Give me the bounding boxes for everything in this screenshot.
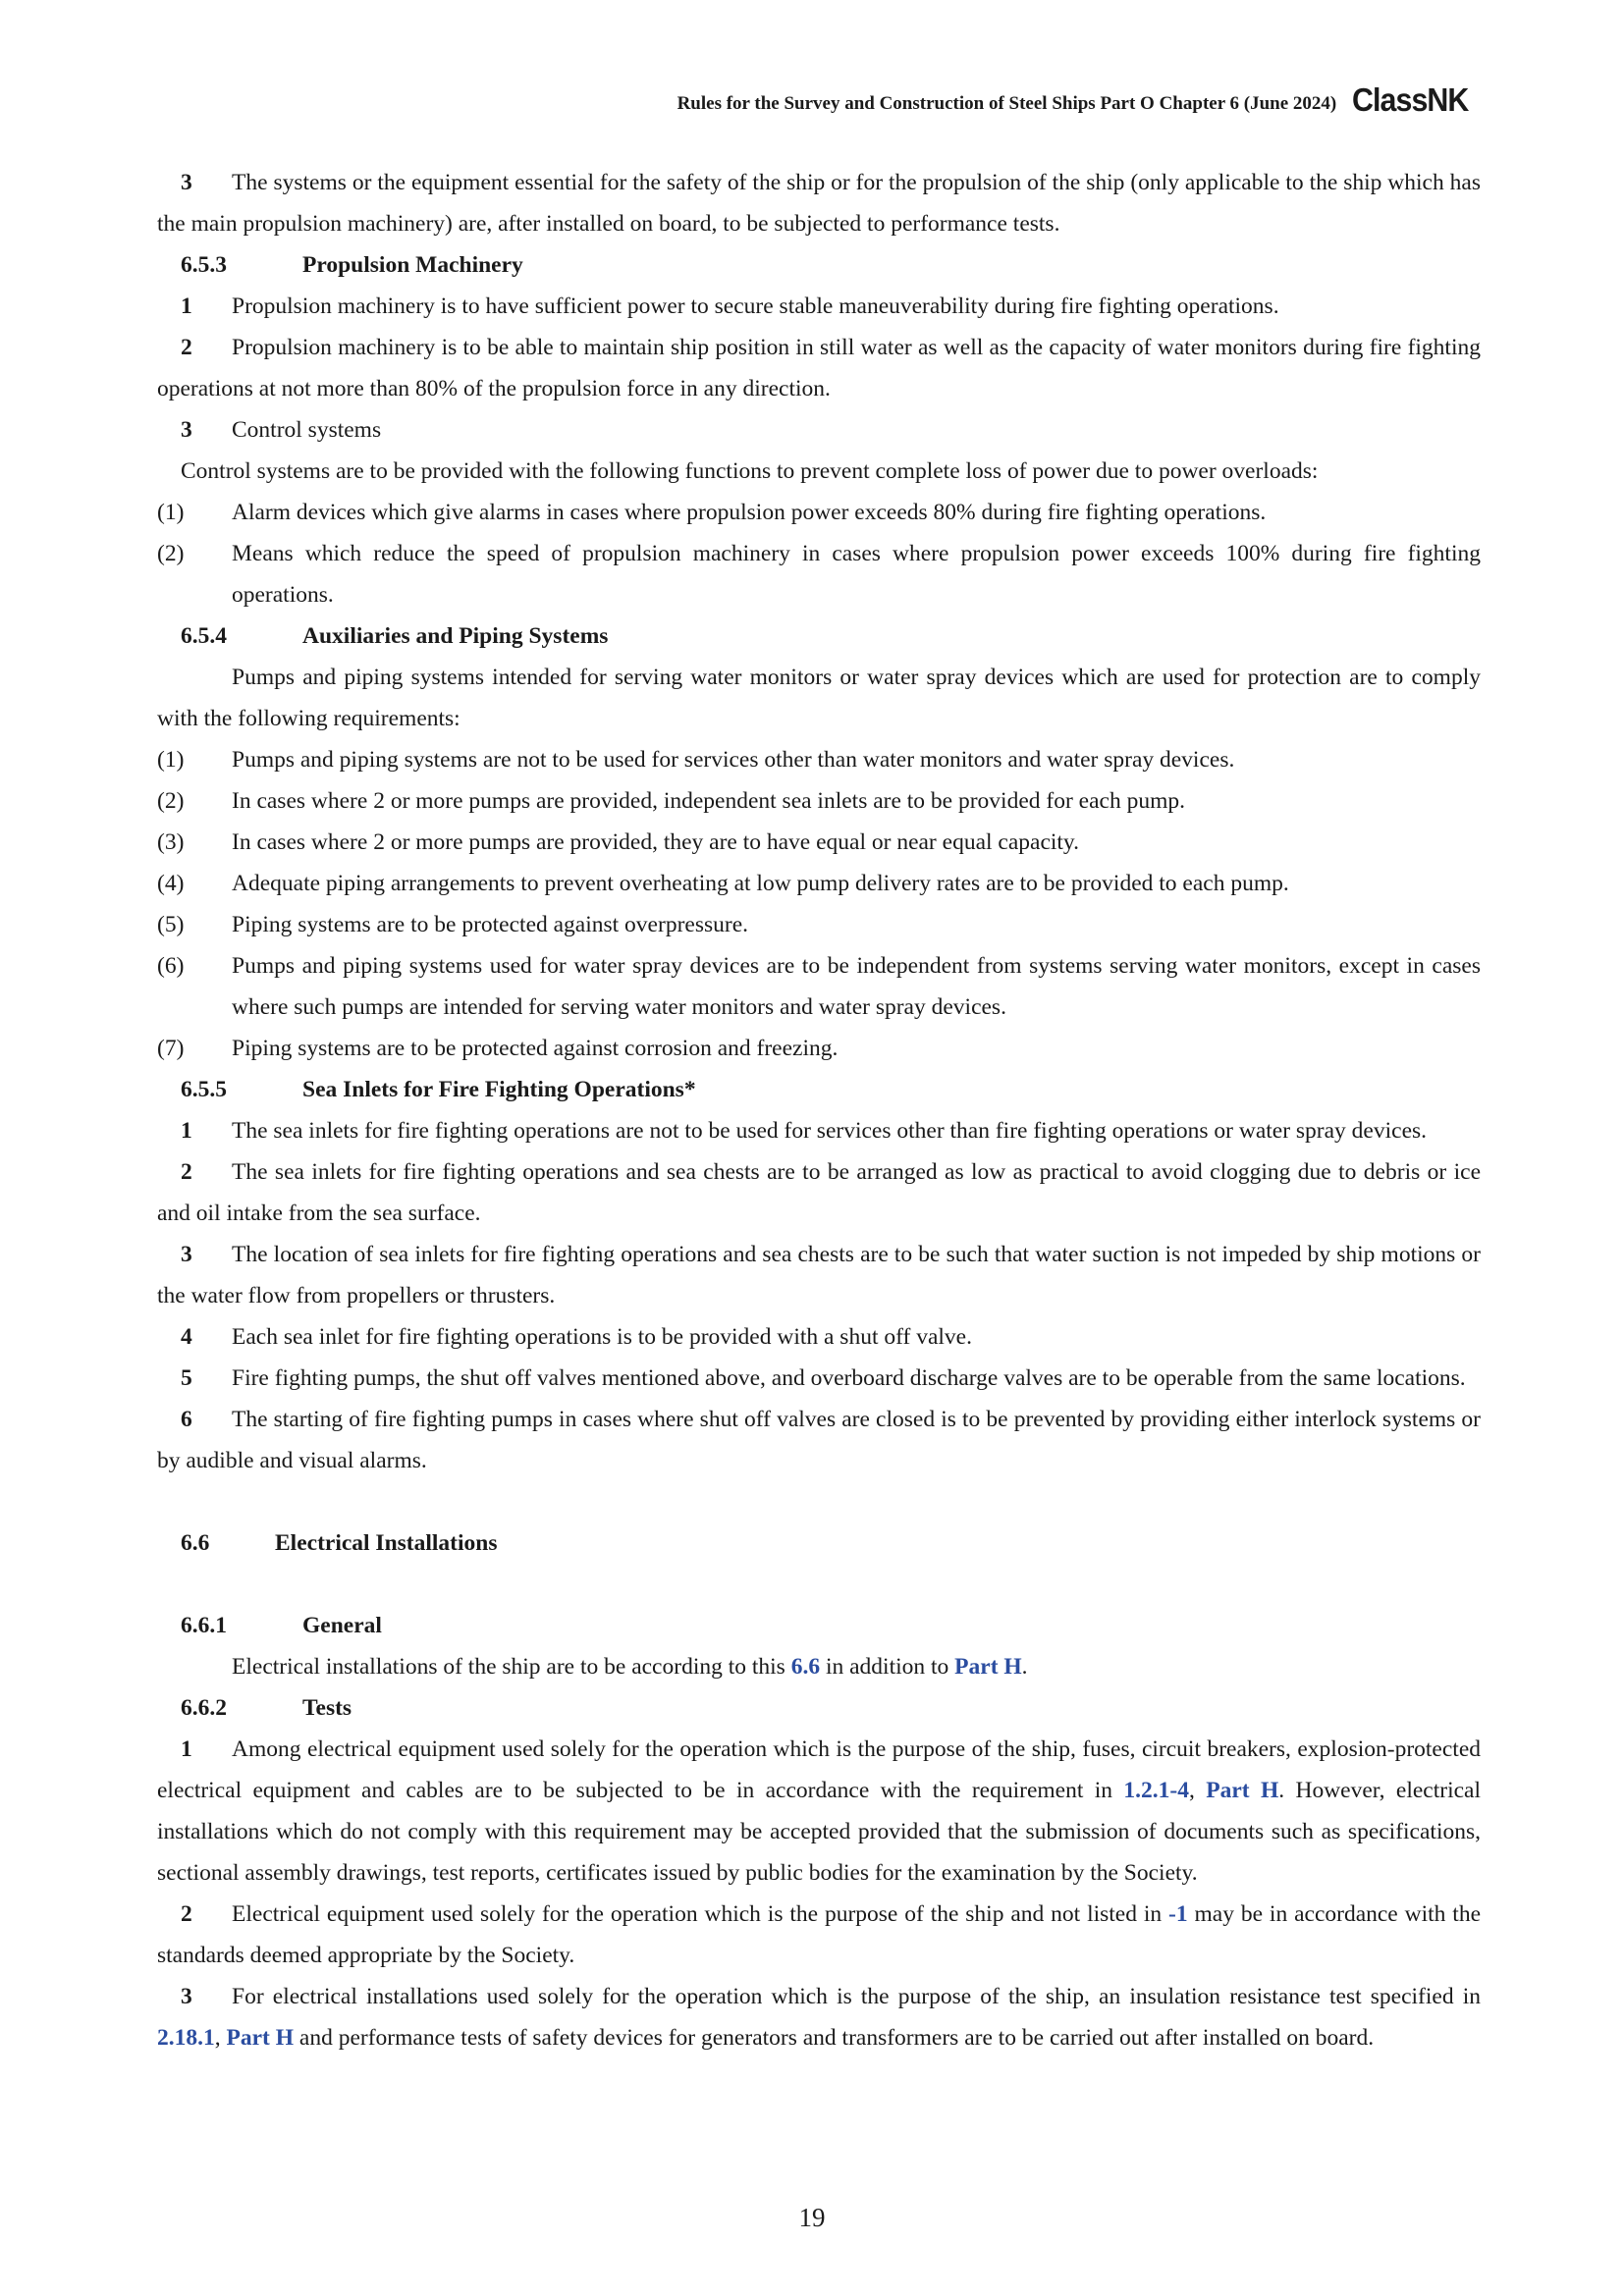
- list-item: (6) Pumps and piping systems used for water spray devices are to be independent from systems serving water monitors, except in cases where such pumps are intended for serving water monitors and water spray devices.: [157, 953, 1481, 1020]
- page-number: 19: [798, 2203, 826, 2232]
- subsection-heading-6-5-5: 6.5.5 Sea Inlets for Fire Fighting Operations*: [181, 1077, 696, 1102]
- page-header: [677, 77, 1479, 116]
- subsection-heading-6-6-1: 6.6.1 General: [181, 1613, 382, 1638]
- paragraph-6-5-3-3: 3 Control systems: [181, 417, 382, 443]
- subsection-heading-6-6-2: 6.6.2 Tests: [181, 1695, 352, 1721]
- paragraph-6-5-3-1: 1 Propulsion machinery is to have sufficient power to secure stable maneuverability during fire fighting operations.: [181, 294, 1279, 319]
- section-heading-6-6: 6.6 Electrical Installations: [181, 1530, 498, 1556]
- ref-link-1-2-1-4[interactable]: 1.2.1-4: [1123, 1778, 1189, 1803]
- list-item: (5) Piping systems are to be protected against overpressure.: [157, 912, 748, 937]
- paragraph-6-6-2-3: 3 For electrical installations used solely for the operation which is the purpose of the ship, an insulation resistance test specified in 2.18.1, Part H and performance tests of safety devices for generators and transformers are to be carried out after installed on board.: [157, 1984, 1481, 2051]
- paragraph-6-6-2-1: 1 Among electrical equipment used solely for the operation which is the purpose of the ship, fuses, circuit breakers, explosion-protected electrical equipment and cables are to be subjected to be in accordance with the requirement in 1.2.1-4, Part H. However, electrical installations which do not comply with this requirement may be accepted provided that the submission of documents such as specifications, sectional assembly drawings, test reports, certificates issued by public bodies for the examination by the Society.: [157, 1736, 1481, 1886]
- paragraph-6-5-5-1: 1 The sea inlets for fire fighting operations are not to be used for services other than fire fighting operations or water spray devices.: [181, 1118, 1428, 1144]
- subsection-heading-6-5-4: 6.5.4 Auxiliaries and Piping Systems: [181, 623, 609, 649]
- ref-link-2-18-1[interactable]: 2.18.1: [157, 2025, 215, 2051]
- list-item: (4) Adequate piping arrangements to prevent overheating at low pump delivery rates are to be provided to each pump.: [157, 871, 1289, 896]
- list-item: (1) Pumps and piping systems are not to be used for services other than water monitors and water spray devices.: [157, 747, 1235, 773]
- subsection-heading-6-5-3: 6.5.3 Propulsion Machinery: [181, 252, 523, 278]
- control-systems-intro: Control systems are to be provided with the following functions to prevent complete loss of power due to power overloads:: [181, 458, 1319, 484]
- paragraph-6-6-1: Electrical installations of the ship are to be according to this 6.6 in addition to Part H.: [232, 1654, 1028, 1680]
- document-title: Rules for the Survey and Construction of Steel Ships Part O Chapter 6 (June 2024): [677, 93, 1337, 114]
- paragraph-6-5-5-3: 3 The location of sea inlets for fire fighting operations and sea chests are to be such that water suction is not impeded by ship motions or the water flow from propellers or thrusters.: [157, 1242, 1481, 1308]
- list-item: (7) Piping systems are to be protected against corrosion and freezing.: [157, 1036, 839, 1061]
- paragraph-6-6-2-2: 2 Electrical equipment used solely for the operation which is the purpose of the ship and not listed in -1 may be in accordance with the standards deemed appropriate by the Society.: [157, 1901, 1481, 1968]
- ref-link-part-h[interactable]: Part H: [1206, 1778, 1279, 1803]
- ref-link-part-h[interactable]: Part H: [954, 1654, 1022, 1680]
- classnk-logo: ClassNK: [1352, 81, 1469, 118]
- paragraph-6-5-5-4: 4 Each sea inlet for fire fighting operations is to be provided with a shut off valve.: [181, 1324, 972, 1350]
- paragraph-6-5-3-2: 2 Propulsion machinery is to be able to maintain ship position in still water as well as the capacity of water monitors during fire fighting operations at not more than 80% of the propulsion force in any direction.: [157, 335, 1481, 401]
- paragraph-6-5-5-2: 2 The sea inlets for fire fighting operations and sea chests are to be arranged as low as practical to avoid clogging due to debris or ice and oil intake from the sea surface.: [157, 1159, 1481, 1226]
- list-item: (2) In cases where 2 or more pumps are provided, independent sea inlets are to be provided for each pump.: [157, 788, 1185, 814]
- auxiliaries-intro: Pumps and piping systems intended for serving water monitors or water spray devices which are used for protection are to comply with the following requirements:: [157, 665, 1481, 731]
- ref-link-minus-1[interactable]: -1: [1168, 1901, 1188, 1927]
- paragraph-6-5-5-6: 6 The starting of fire fighting pumps in cases where shut off valves are closed is to be prevented by providing either interlock systems or by audible and visual alarms.: [157, 1407, 1481, 1473]
- ref-link-6-6[interactable]: 6.6: [790, 1654, 821, 1680]
- paragraph-6-5-5-5: 5 Fire fighting pumps, the shut off valves mentioned above, and overboard discharge valves are to be operable from the same locations.: [181, 1365, 1466, 1391]
- list-item: (1) Alarm devices which give alarms in cases where propulsion power exceeds 80% during fire fighting operations.: [157, 500, 1267, 525]
- list-item: (3) In cases where 2 or more pumps are provided, they are to have equal or near equal capacity.: [157, 829, 1080, 855]
- ref-link-part-h[interactable]: Part H: [226, 2025, 295, 2051]
- paragraph-6-5-2-3: 3 The systems or the equipment essential for the safety of the ship or for the propulsion of the ship (only applicable to the ship which has the main propulsion machinery) are, after installed on board, to be subjected to performance tests.: [157, 170, 1481, 237]
- list-item: (2) Means which reduce the speed of propulsion machinery in cases where propulsion power exceeds 100% during fire fighting operations.: [157, 541, 1481, 608]
- document-body: [157, 162, 1481, 2058]
